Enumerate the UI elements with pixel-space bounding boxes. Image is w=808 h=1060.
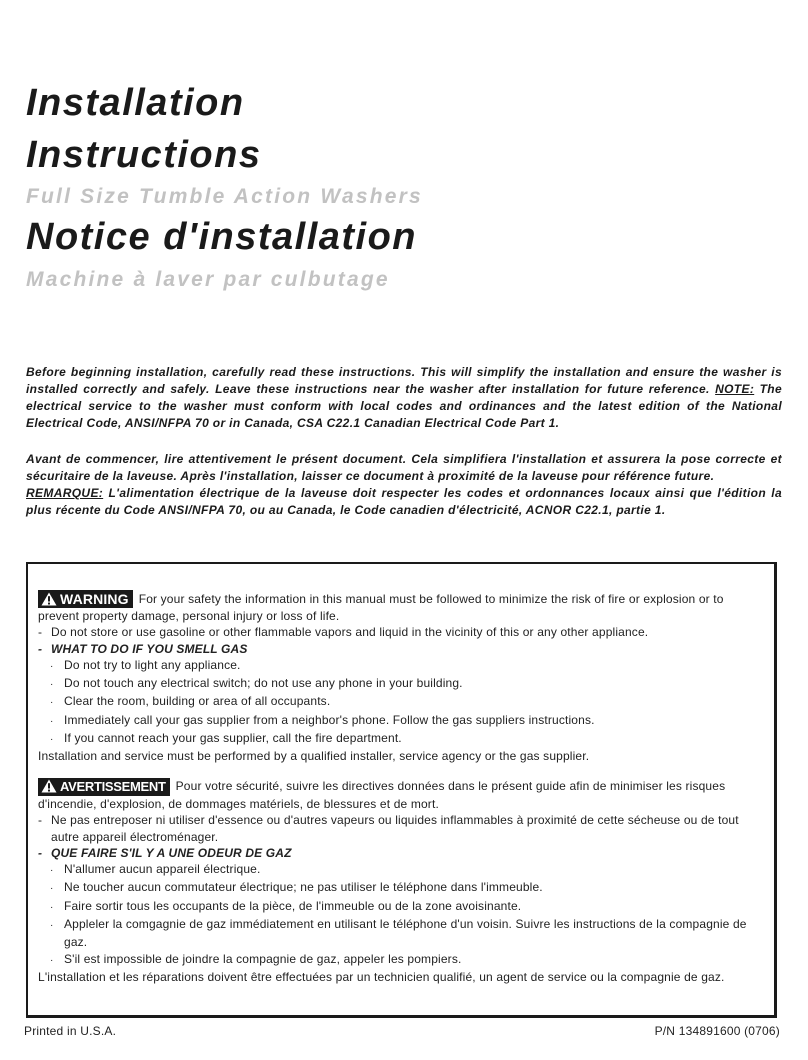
bullet-marker: · [50,954,54,966]
avertissement-bullet-text: Ne toucher aucun commutateur électrique; ne pas utiliser le téléphone dans l'immeuble. [64,880,543,895]
safety-warning-box [26,562,777,1018]
avertissement-heading-odeur-gaz [38,845,766,861]
avertissement-item-text: Ne pas entreposer ni utiliser d'essence ou d'autres vapeurs ou liquides inflammables à proximité de cette sécheuse ou de tout autre appareil électroménager. [51,813,739,844]
remarque-label: REMARQUE: [26,486,104,500]
warning-lead-line [38,590,766,624]
avertissement-heading-text: QUE FAIRE S'IL Y A UNE ODEUR DE GAZ [51,845,292,860]
warning-english [38,590,766,765]
intro-french-body: Avant de commencer, lire attentivement le présent document. Cela simplifiera l'installation et assurera la pose correcte et sécuritaire de la laveuse. Après l'installation, laisser ce document à proximité de la laveuse pour référence future. [26,452,782,483]
warning-badge-label: WARNING [60,591,129,607]
warning-bullet-text: If you cannot reach your gas supplier, call the fire department. [64,731,402,746]
warning-triangle-icon [41,592,57,606]
avertissement-bullet-text: N'allumer aucun appareil électrique. [64,862,261,877]
warning-bullet-text: Immediately call your gas supplier from a neighbor's phone. Follow the gas suppliers instructions. [64,712,595,727]
note-label: NOTE: [715,382,755,396]
warning-item-text: Do not store or use gasoline or other flammable vapors and liquid in the vicinity of this or any other appliance. [51,625,649,640]
avertissement-badge-label: AVERTISSEMENT [60,779,166,794]
avertissement-item-essence [38,812,766,845]
avertissement-bullet [38,879,766,897]
intro-french-text [26,451,782,485]
subtitle-french: Machine à laver par culbutage [26,268,390,291]
title-french: Notice d'installation [26,216,418,258]
warning-bullet-text: Do not touch any electrical switch; do not use any phone in your building. [64,676,463,691]
warning-french [38,778,766,985]
part-number: P/N 134891600 (0706) [654,1024,780,1038]
remarque-paragraph [26,485,782,519]
warning-bullet [38,657,766,675]
avertissement-closing: L'installation et les réparations doivent être effectuées par un technicien qualifié, un agent de service ou la compagnie de gaz. [38,969,725,984]
avertissement-lead-line [38,778,766,812]
avertissement-bullet-text: Faire sortir tous les occupants de la pièce, de l'immeuble ou de la zone avoisinante. [64,898,522,913]
bullet-marker: · [50,715,54,727]
intro-english-body: Before beginning installation, carefully read these instructions. This will simplify the installation and ensure the washer is installed correctly and safely. Leave these instructions near the washer after installation for future reference. [26,365,782,396]
dash-marker: - [38,641,43,656]
warning-bullet [38,693,766,711]
bullet-marker: · [50,679,54,691]
warning-badge [38,590,133,608]
avertissement-lead-text: Pour votre sécurité, suivre les directives données dans le présent guide afin de minimiser les risques d'incendie, d'explosion, de dommages matériels, de blessures et de mort. [38,779,726,811]
warning-heading-text: WHAT TO DO IF YOU SMELL GAS [51,641,248,656]
avertissement-bullet [38,898,766,916]
intro-english-text [26,364,782,432]
bullet-marker: · [50,865,54,877]
title-instructions: Instructions [26,134,262,176]
warning-lead-text: For your safety the information in this manual must be followed to minimize the risk of fire or explosion or to prevent property damage, personal injury or loss of life. [38,592,724,623]
dash-marker: - [38,845,43,860]
warning-bullet [38,712,766,730]
title-installation: Installation [26,82,245,124]
warning-bullet-text: Clear the room, building or area of all occupants. [64,694,331,709]
intro-french [26,451,782,519]
printed-in-label: Printed in U.S.A. [24,1024,117,1038]
warning-bullet-text: Do not try to light any appliance. [64,657,241,672]
avertissement-bullet-text: Appleler la comgagnie de gaz immédiatement en utilisant le téléphone d'un voisin. Suivre les instructions de la compagnie de gaz. [64,917,747,950]
warning-bullet [38,675,766,693]
intro-english [26,364,782,432]
avertissement-badge [38,778,170,796]
warning-triangle-icon [41,779,57,793]
warning-heading-smell-gas [38,641,766,657]
warning-bullet [38,730,766,748]
avertissement-bullet [38,916,766,951]
bullet-marker: · [50,660,54,672]
subtitle-english: Full Size Tumble Action Washers [26,185,423,208]
warning-item-gasoline [38,624,766,640]
bullet-marker: · [50,697,54,709]
dash-marker: - [38,813,43,828]
avertissement-bullet [38,861,766,879]
bullet-marker: · [50,883,54,895]
bullet-marker: · [50,734,54,746]
remarque-text: L'alimentation électrique de la laveuse doit respecter les codes et ordonnances locaux ainsi que l'édition la plus récente du Code ANSI/NFPA 70, ou au Canada, le Code canadien d'électricité, ACNOR C22.1, partie 1. [26,486,782,517]
note-text: The electrical service to the washer must conform with local codes and ordinances and the latest edition of the National Electrical Code, ANSI/NFPA 70 or in Canada, CSA C22.1 Canadian Electrical Code Part 1. [26,382,783,430]
avertissement-bullet-text: S'il est impossible de joindre la compagnie de gaz, appeler les pompiers. [64,951,462,966]
dash-marker: - [38,625,43,640]
bullet-marker: · [50,901,54,913]
warning-closing: Installation and service must be performed by a qualified installer, service agency or the gas supplier. [38,749,590,764]
avertissement-bullet [38,951,766,969]
bullet-marker: · [50,920,54,932]
